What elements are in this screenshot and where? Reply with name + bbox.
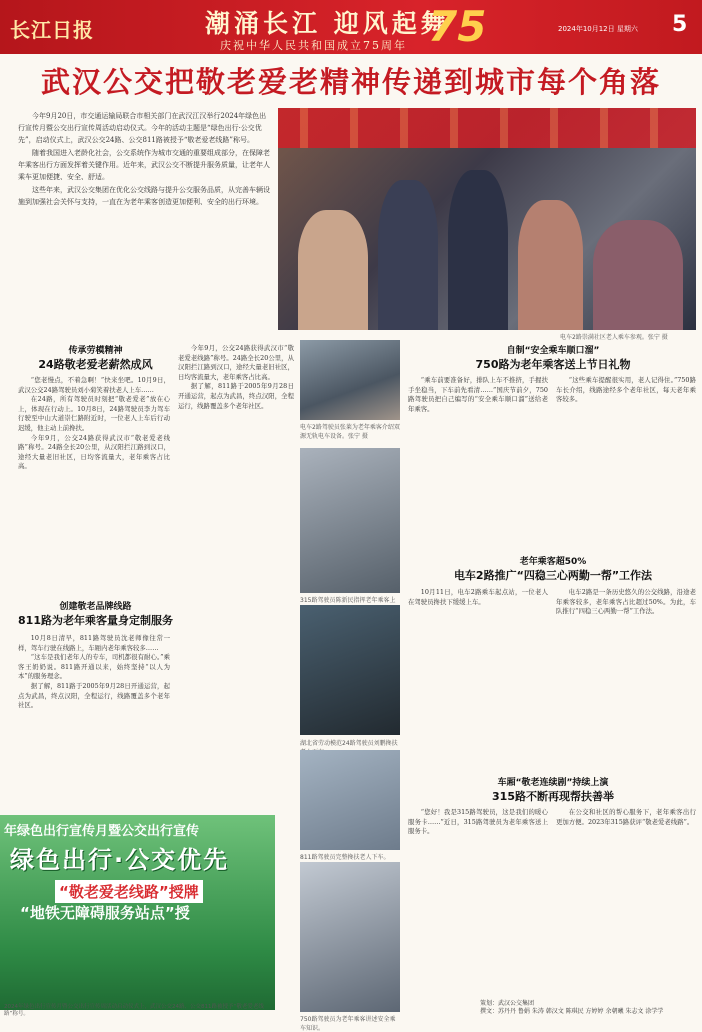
article-col2 xyxy=(178,344,294,809)
photo-315 xyxy=(300,448,400,593)
poster-caption: 2024年绿色出行宣传月暨公交出行宣传周活动启动仪式上，武汉公交24路、公交811路被授予“敬老爱老线路”称号。 xyxy=(4,1004,264,1017)
lead-text xyxy=(18,110,270,209)
article-315 xyxy=(408,808,696,996)
photo-person xyxy=(378,180,438,330)
lead-paragraph: 随着我国进入老龄化社会，公交系统作为城市交通的重要组成部分，在保障老年乘客出行方面发挥着关键作用。近年来，武汉公交不断提升服务质量，让老年人乘车更加便捷、安全、舒适。 xyxy=(18,149,270,181)
section-title-811 xyxy=(18,600,173,628)
page-number: 5 xyxy=(672,12,688,37)
paragraph: 据了解，811路于2005年9月28日开通运营，起点为武昌，终点汉阳，全程运行，线路覆盖多个老年社区。 xyxy=(18,681,170,710)
poster-award: “地铁无障碍服务站点”授 xyxy=(20,904,190,922)
section-heading: 811路为老年乘客量身定制服务 xyxy=(18,614,173,627)
section-heading: 电车2路推广“四稳三心两勤一帮”工作法 xyxy=(453,569,653,582)
photo-24-model xyxy=(300,605,400,735)
credits-planning: 策划：武汉公交集团 xyxy=(480,1000,535,1007)
anniversary-number: 75 xyxy=(428,2,487,51)
paragraph: “这车是我们老年人的专车，司机都很有耐心。”乘客王奶奶说。811路开通以来，始终坚持“以人为本”的服务理念。 xyxy=(18,653,170,681)
lead-paragraph: 这些年来，武汉公交集团在优化公交线路与提升公交服务品质，从完善车辆设施到加强社会关怀与支持，一直在为老年乘客创造更加便利、安全的出行环境。 xyxy=(18,186,270,206)
lead-paragraph: 今年9月20日，市交通运输局联合市相关部门在武汉江汉举行2024年绿色出行宣传月暨公交出行宣传周活动启动仪式。今年的活动主题是“绿色出行·公交优先”，启动仪式上，武汉公交24路、公交811路被授予“敬老爱老线路”称号。 xyxy=(18,112,267,144)
section-heading: 750路为老年乘客送上节日礼物 xyxy=(475,358,631,371)
section-kicker: 创建敬老品牌线路 xyxy=(59,602,132,612)
paragraph: 今年9月，公交24路获得武汉市“敬老爱老线路”称号。24路全长20公里，从汉阳拦江路到汉口，途经大量老旧社区，日均客流量大，老年乘客占比高。 xyxy=(178,344,294,381)
photo-750 xyxy=(300,862,400,1012)
banner-subtitle: 庆祝中华人民共和国成立75周年 xyxy=(220,39,407,52)
paragraph: 10月11日，电车2路乘车起点站，一位老人在驾驶员搀扶下缓缓上车。 xyxy=(408,588,548,606)
article-811 xyxy=(18,634,170,809)
section-kicker: 自制“安全乘车顺口溜” xyxy=(506,346,600,356)
section-heading: 24路敬老爱老薪然成风 xyxy=(38,358,153,371)
paragraph: 在公交和社区的帮心服务下，老年乘客出行更加方便。2023年315路获评“敬老爱老线路”。 xyxy=(556,808,696,826)
section-title-24 xyxy=(18,344,173,372)
main-headline: 武汉公交把敬老爱老精神传递到城市每个角落 xyxy=(40,65,661,99)
paragraph: 电车2路是一条历史悠久的公交线路，沿途老年乘客较多，老年乘客占比超过50%。为此，车队推行“四稳三心两勤一帮”工作法。 xyxy=(556,588,696,616)
photo-caption: 750路驾驶员为老年乘客讲述安全乘车知识。 xyxy=(300,1016,396,1032)
section-heading: 315路不断再现帮扶善举 xyxy=(492,790,614,803)
section-title-tram2 xyxy=(408,555,698,583)
photo-caption: 315路驾驶员陈新民指挥老年乘客上 xyxy=(300,597,396,604)
paragraph: 今年9月，公交24路获得武汉市“敬老爱老线路”称号。24路全长20公里，从汉阳拦江路到汉口，途经大量老旧社区，日均客流量大，老年乘客占比高。 xyxy=(18,433,170,471)
paragraph: “乘车前要准备好，排队上车不推挤，手握扶手坐稳当，下车前先看清……”国庆节前夕，750路驾驶员把自己编写的“安全乘车顺口溜”送给老年乘客。 xyxy=(408,376,548,413)
photo-person xyxy=(448,170,508,330)
issue-date: 2024年10月12日 星期六 xyxy=(558,25,638,33)
photo-caption: 湖北省劳动模范24路驾驶员刘鹏搀扶 xyxy=(300,740,398,747)
photo-person xyxy=(593,220,683,330)
flag-decoration xyxy=(278,108,696,148)
paragraph: 据了解，811路于2005年9月28日开通运营，起点为武昌，终点汉阳，全程运行，线路覆盖多个老年社区。 xyxy=(178,382,294,410)
main-photo xyxy=(278,108,696,330)
section-title-315 xyxy=(408,776,698,804)
section-kicker: 车厢“敬老连续剧”持续上演 xyxy=(497,778,609,788)
paragraph: “您好！我是315路驾驶员，这是我们的暖心服务卡……”近日，315路驾驶员为老年乘客送上服务卡。 xyxy=(408,808,548,836)
article-tram2 xyxy=(408,588,696,768)
paragraph: “这些乘车提醒很实用，老人记得住。”750路车长介绍，线路途经多个老年社区，每天老年乘客较多。 xyxy=(556,376,696,404)
section-title-750 xyxy=(408,344,698,372)
main-photo-caption: 电车2路崇满社区老人乘车参观。张宁 摄 xyxy=(560,334,668,341)
article-750 xyxy=(408,376,696,546)
photo-caption: 811路驾驶员完整搀扶老人下车。 xyxy=(300,854,390,861)
credits xyxy=(480,1000,663,1016)
banner-slogan: 潮涌长江 迎风起舞 xyxy=(205,9,450,38)
photo-caption: 电车2路驾驶员张莱为老年乘客介绍双源无轨电车设备。张宁 摄 xyxy=(300,424,400,440)
photo-person xyxy=(298,210,368,330)
paragraph: 10月8日清早，811路驾驶员沈老师像往常一样，驾车行驶在线路上，车厢内老年乘客较多…… xyxy=(18,634,170,652)
poster-award: “敬老爱老线路”授牌 xyxy=(55,880,203,903)
masthead-logo: 长江日报 xyxy=(10,18,94,42)
section-kicker: 老年乘客超50% xyxy=(519,557,587,567)
photo-person xyxy=(518,200,583,330)
paragraph: 在24路，所有驾驶员时刻把“敬老爱老”放在心上，体现在行动上。10月8日，24路驾驶员李力驾车行驶至中山大道崇仁路附近时，一位老人上车后行动迟缓，他主动上前搀扶。 xyxy=(18,395,170,432)
poster-slogan: 绿色出行·公交优先 xyxy=(10,846,230,874)
paragraph: “您老慢点，不着急啊！”快来坐吧。10月9日，武汉公交24路驾驶员刘小菊笑着扶老人上车…… xyxy=(18,376,170,394)
photo-811 xyxy=(300,750,400,850)
poster-text: 年绿色出行宣传月暨公交出行宣传 xyxy=(4,824,200,839)
credits-writers: 撰文：苏丹丹 鲁娟 朱涛 韩汉文 陈琪民 方婷婷 余朝曦 朱志文 涂学学 xyxy=(480,1008,664,1015)
article-24 xyxy=(18,376,170,586)
section-kicker: 传承劳模精神 xyxy=(68,346,123,356)
photo-tram2 xyxy=(300,340,400,420)
